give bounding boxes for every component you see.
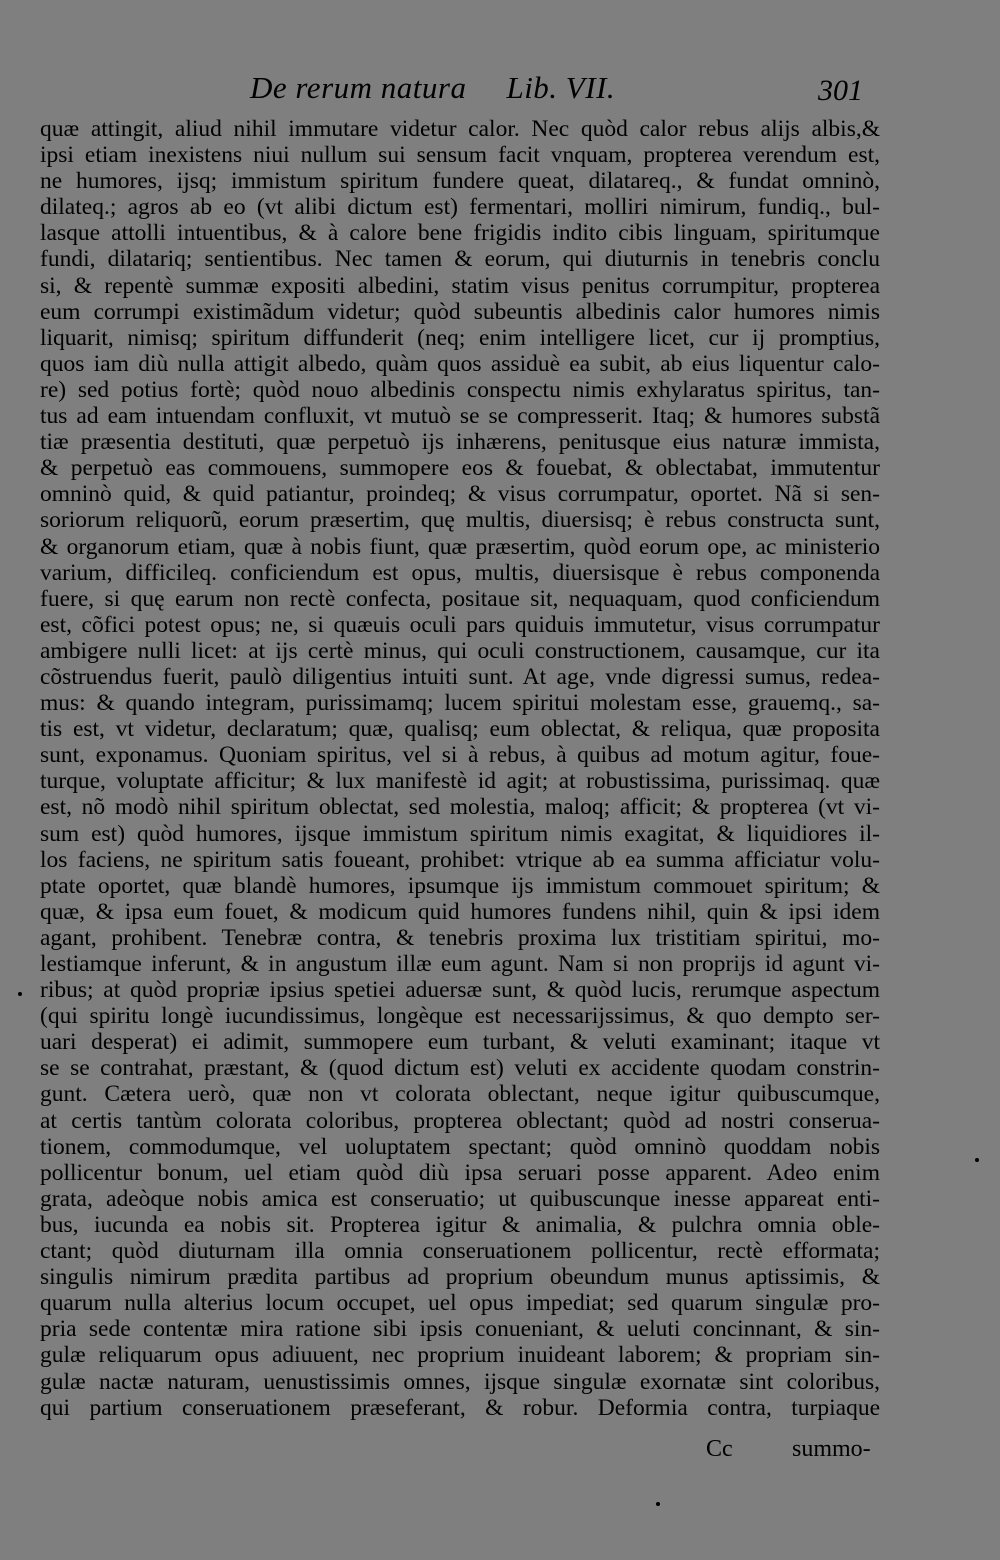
text-line: bus, iucunda ea nobis sit. Propterea igitur & animalia, & pulchra omnia oble- [40,1211,880,1238]
text-line: agant, prohibent. Tenebræ contra, & tenebris proxima lux tristitiam spiritui, mo- [40,924,880,951]
text-line: lestiamque inferunt, & in angustum illæ eum agunt. Nam si non proprijs id agunt vi- [40,951,880,977]
margin-mark [18,992,22,996]
text-line: ribus; at quòd propriæ ipsius spetiei aduersæ sunt, & quòd lucis, rerumque aspectum [40,977,880,1004]
body-text [40,116,880,1421]
text-line: ipsi etiam inexistens niui nullum sui sensum facit vnquam, propterea verendum est, [40,142,880,169]
margin-mark [656,1502,660,1506]
text-line: varium, difficileq. conficiendum est opus, multis, diuersisque è rebus componenda [40,559,880,586]
text-line: gulæ nactæ naturam, uenustissimis omnes, ijsque singulæ exornatæ sint coloribus, [40,1368,880,1395]
text-line: omninò quid, & quid patiantur, proindeq; & visus corrumpatur, oportet. Nã si sen- [40,481,880,508]
text-line: uari desperat) ei adimit, summopere eum turbant, & veluti examinant; itaque vt [40,1029,880,1056]
text-line: tis est, vt videtur, declaratum; quæ, qualisq; eum oblectat, & reliqua, quæ proposita [40,716,880,743]
page-number: 301 [818,74,863,107]
text-line: quarum nulla alterius locum occupet, uel opus impediat; sed quarum singulæ pro- [40,1290,880,1317]
text-line: at certis tantùm colorata coloribus, propterea oblectant; quòd ad nostri conserua- [40,1107,880,1134]
text-line: fuere, si quę earum non rectè confecta, positaue sit, nequaquam, quod conficiendum [40,585,880,612]
text-line: ctant; quòd diuturnam illa omnia conseruationem pollicentur, rectè efformata; [40,1238,880,1265]
text-line: tus ad eam intuendam confluxit, vt mutuò se se compresserit. Itaq; & humores substã [40,403,880,430]
text-line: & organorum etiam, quæ à nobis fiunt, quæ præsertim, quòd eorum ope, ac ministerio [40,533,880,560]
page-header [0,70,1000,114]
text-line: sum est) quòd humores, ijsque immistum spiritum nimis exagitat, & liquidiores il- [40,820,880,847]
text-line: lasque attolli intuentibus, & à calore bene frigidis indito cibis linguam, spiritumque [40,220,880,247]
text-line: ptate oportet, quæ blandè humores, ipsumque ijs immistum commouet spiritum; & [40,872,880,899]
text-line: grata, adeòque nobis amica est conseruatio; ut quibuscunque inesse appareat enti- [40,1185,880,1212]
text-line: est, cõfici potest opus; ne, si quæuis oculi pars quiduis immutetur, visus corrumpatur [40,611,880,638]
text-line: singulis nimirum prædita partibus ad proprium obeundum munus aptissimis, & [40,1264,880,1291]
text-line: gulæ reliquarum opus adiuuent, nec proprium inuideant laborem; & propriam sin- [40,1342,880,1369]
text-line: pollicentur bonum, uel etiam quòd diù ipsa seruari posse apparent. Adeo enim [40,1159,880,1186]
text-line: quæ attingit, aliud nihil immutare videtur calor. Nec quòd calor rebus alijs albis,& [40,116,880,142]
text-line: dilateq.; agros ab eo (vt alibi dictum est) fermentari, molliri nimirum, fundiq., bul- [40,194,880,221]
text-line: turque, voluptate afficitur; & lux manifestè id agit; at robustissima, purissimaq. quæ [40,768,880,795]
text-line: quos iam diù nulla attigit albedo, quàm quos assiduè ea subit, ab eius liquentur calo- [40,350,880,377]
text-line: liquarit, nimisq; spiritum diffunderit (neq; enim intelligere licet, cur ij promptius, [40,324,880,351]
book-label: Lib. VII. [506,70,616,105]
text-line: tiæ præsentia destituti, quæ perpetuò ijs inhærens, penitusque eius naturæ immista, [40,429,880,456]
catchword: summo- [792,1436,871,1462]
signature-mark: Cc [706,1436,733,1462]
text-line: ambigere nulli licet: at ijs certè minus, qui oculi constructionem, causamque, cur ita [40,637,880,664]
text-line: se se contrahat, præstant, & (quod dictum est) veluti ex accidente quodam constrin- [40,1055,880,1082]
text-line: re) sed potius fortè; quòd nouo albedinis conspectu nimis exhylaratus spiritus, tan- [40,376,880,403]
text-line: cõstruendus fuerit, paulò diligentius intuiti sunt. At age, vnde digressi sumus, redea- [40,663,880,690]
text-line: los faciens, ne spiritum satis foueant, prohibet: vtrique ab ea summa afficiatur volu- [40,846,880,873]
text-line: & perpetuò eas commouens, summopere eos & fouebat, & oblectabat, immutentur [40,455,880,482]
text-line: (qui spiritu longè iucundissimus, longèque est necessarijssimus, & quo dempto ser- [40,1003,880,1030]
text-line: tionem, commodumque, vel uoluptatem spectant; quòd omninò quoddam nobis [40,1133,880,1160]
text-line: pria sede contentæ mira ratione sibi ipsis conueniant, & ueluti concinnant, & sin- [40,1316,880,1343]
running-title [250,70,615,106]
text-line: soriorum reliquorũ, eorum præsertim, quę multis, diuersisq; è rebus constructa sunt, [40,507,880,534]
margin-mark [975,1158,979,1162]
page-footer [0,1436,1000,1466]
text-line: sunt, exponamus. Quoniam spiritus, vel si à rebus, à quibus ad motum agitur, foue- [40,742,880,769]
text-line: qui partium conseruationem præseferant, & robur. Deformia contra, turpiaque [40,1394,880,1421]
text-line: si, & repentè summæ expositi albedini, statim visus penitus corrumpitur, propterea [40,272,880,299]
text-line: fundi, dilatariq; sentientibus. Nec tamen & eorum, qui diuturnis in tenebris conclu [40,246,880,273]
text-line: gunt. Cætera uerò, quæ non vt colorata oblectant, neque igitur quibuscumque, [40,1081,880,1108]
text-line: ne humores, ijsq; immistum spiritum fundere queat, dilatareq., & fundat omninò, [40,168,880,195]
text-line: eum corrumpi existimãdum videtur; quòd subeuntis albedinis calor humores nimis [40,298,880,325]
text-line: est, nõ modò nihil spiritum oblectat, sed molestia, maloq; afficit; & propterea (vt vi- [40,794,880,821]
text-line: mus: & quando integram, purissimamq; lucem spiritui molestam esse, grauemq., sa- [40,690,880,717]
running-title-text: De rerum natura [250,70,467,105]
text-line: quæ, & ipsa eum fouet, & modicum quid humores fundens nihil, quin & ipsi idem [40,898,880,925]
